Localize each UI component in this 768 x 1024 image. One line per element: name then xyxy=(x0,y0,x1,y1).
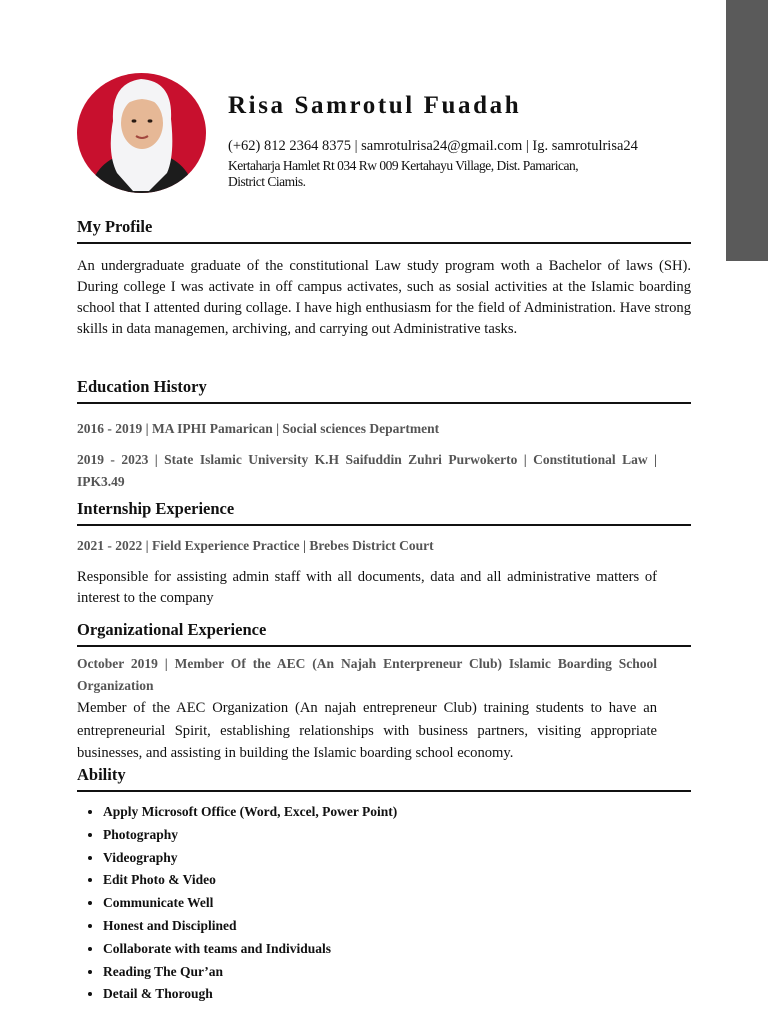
organization-heading: October 2019 | Member Of the AEC (An Najah Enterpreneur Club) Islamic Boarding School Organization xyxy=(77,656,657,693)
ability-item-label: Communicate Well xyxy=(103,895,214,911)
profile-section-title: My Profile xyxy=(77,217,691,244)
education-section-title: Education History xyxy=(77,377,691,404)
ability-item xyxy=(77,915,691,938)
profile-section xyxy=(77,217,691,340)
ability-item-label: Collaborate with teams and Individuals xyxy=(103,940,332,956)
address-line-1: Kertaharja Hamlet Rt 034 Rw 009 Kertahayu Village, Dist. Pamarican, xyxy=(228,158,579,173)
profile-photo xyxy=(77,73,206,193)
address-line-2: District Ciamis. xyxy=(228,174,306,189)
ability-item-label: Edit Photo & Video xyxy=(103,872,216,888)
bullet-icon xyxy=(88,878,92,882)
address-block xyxy=(228,158,668,190)
profile-text: An undergraduate graduate of the constitutional Law study program woth a Bachelor of laws (SH). During college I was activate in off campus activates, such as sosial activities at the Islamic boarding school that I attented during collage. I have high enthusiasm for the field of Administration. Have strong skills in data managemen, archiving, and carrying out Administrative tasks. xyxy=(77,258,691,337)
bullet-icon xyxy=(88,901,92,905)
bullet-icon xyxy=(88,856,92,860)
organization-section-title: Organizational Experience xyxy=(77,620,691,647)
ability-item xyxy=(77,824,691,847)
internship-heading: 2021 - 2022 | Field Experience Practice | Brebes District Court xyxy=(77,538,434,553)
ability-section xyxy=(77,765,691,1006)
bullet-icon xyxy=(88,947,92,951)
profile-photo-illustration xyxy=(77,73,206,193)
education-item: 2016 - 2019 | MA IPHI Pamarican | Social sciences Department xyxy=(77,421,440,436)
internship-text: Responsible for assisting admin staff with all documents, data and all administrative matters of interest to the company xyxy=(77,569,657,606)
ability-section-title: Ability xyxy=(77,765,691,792)
internship-section-title: Internship Experience xyxy=(77,499,691,526)
bullet-icon xyxy=(88,833,92,837)
bullet-icon xyxy=(88,810,92,814)
ability-item-label: Reading The Qur’an xyxy=(103,963,224,979)
ability-item xyxy=(77,961,691,984)
bullet-icon xyxy=(88,992,92,996)
ability-item xyxy=(77,847,691,870)
ability-item xyxy=(77,869,691,892)
ability-item-label: Apply Microsoft Office (Word, Excel, Power Point) xyxy=(103,804,398,819)
ability-item-label: Honest and Disciplined xyxy=(103,917,237,933)
bullet-icon xyxy=(88,970,92,974)
ability-item xyxy=(77,801,691,824)
organization-text: Member of the AEC Organization (An najah entrepreneur Club) training students to have an entrepreneurial Spirit, establishing relationships with business partners, visiting appropriate businesses, and assisting in building the Islamic boarding school economy. xyxy=(77,700,657,761)
ability-item-label: Detail & Thorough xyxy=(103,986,213,1002)
internship-section xyxy=(77,499,691,609)
ability-item xyxy=(77,938,691,961)
ability-item xyxy=(77,892,691,915)
organization-section xyxy=(77,620,691,765)
contact-line: (+62) 812 2364 8375 | samrotulrisa24@gmail.com | Ig. samrotulrisa24 xyxy=(228,138,638,154)
bullet-icon xyxy=(88,924,92,928)
candidate-name: Risa Samrotul Fuadah xyxy=(228,92,522,119)
ability-list xyxy=(77,801,691,1006)
ability-item-label: Photography xyxy=(103,826,179,842)
education-section xyxy=(77,377,691,493)
ability-item-label: Videography xyxy=(103,849,178,865)
side-accent-bar xyxy=(726,0,768,261)
ability-item xyxy=(77,983,691,1006)
education-item: 2019 - 2023 | State Islamic University K.H Saifuddin Zuhri Purwokerto | Constitutional Law | IPK3.49 xyxy=(77,452,657,489)
